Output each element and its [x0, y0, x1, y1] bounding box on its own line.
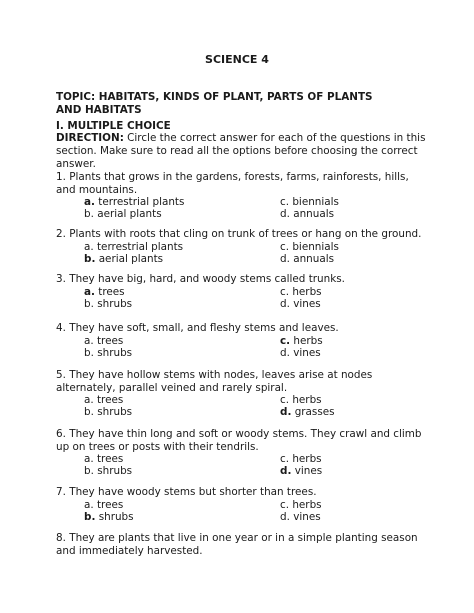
option-text: trees: [93, 498, 124, 511]
option-a[interactable]: [84, 394, 123, 406]
option-a[interactable]: [84, 499, 123, 511]
option-letter: a.: [84, 240, 94, 253]
option-d[interactable]: [280, 298, 321, 310]
option-a[interactable]: [84, 453, 123, 465]
option-text: herbs: [289, 498, 322, 511]
option-b[interactable]: [84, 511, 134, 523]
option-d[interactable]: [280, 511, 321, 523]
option-letter: b.: [84, 208, 94, 221]
option-text: grasses: [291, 406, 335, 419]
direction-label: DIRECTION:: [56, 132, 124, 144]
option-letter: c.: [280, 285, 290, 298]
option-letter: c.: [280, 453, 290, 466]
option-c[interactable]: [280, 499, 322, 511]
topic-heading: TOPIC: HABITATS, KINDS OF PLANT, PARTS OF PLANTS AND HABITATS: [56, 91, 373, 116]
option-text: terrestrial plants: [93, 240, 184, 253]
question-7: [56, 486, 426, 524]
option-b[interactable]: [84, 347, 132, 359]
option-text: herbs: [289, 453, 322, 466]
answer-options: [56, 241, 426, 266]
option-a[interactable]: [84, 335, 123, 347]
answer-options: [56, 394, 426, 419]
option-letter: b.: [84, 406, 94, 419]
option-letter: d.: [280, 510, 290, 523]
question-stem: 3. They have big, hard, and woody stems called trunks.: [56, 273, 345, 285]
option-letter: a.: [84, 453, 94, 466]
question-stem: 6. They have thin long and soft or woody stems. They crawl and climb up on trees or posts with their tendrils.: [56, 428, 422, 453]
option-c[interactable]: [280, 196, 339, 208]
option-letter: c.: [280, 240, 290, 253]
question-3: [56, 273, 426, 311]
option-letter: c.: [280, 334, 291, 347]
option-letter: a.: [84, 394, 94, 407]
option-letter: a.: [84, 334, 94, 347]
direction-body: Circle the correct answer for each of the questions in this section. Make sure to read all the options before choosing the correct answer.: [56, 132, 426, 170]
option-text: vines: [289, 510, 321, 523]
option-text: herbs: [290, 334, 323, 347]
option-a[interactable]: [84, 196, 184, 208]
option-text: trees: [93, 394, 124, 407]
option-text: biennials: [289, 240, 339, 253]
option-letter: d.: [280, 465, 292, 478]
option-letter: d.: [280, 297, 290, 310]
option-letter: b.: [84, 297, 94, 310]
option-letter: d.: [280, 406, 292, 419]
option-letter: d.: [280, 346, 290, 359]
option-text: terrestrial plants: [94, 196, 185, 209]
option-text: herbs: [289, 394, 322, 407]
option-text: biennials: [289, 196, 339, 209]
question-stem: 2. Plants with roots that cling on trunk of trees or hang on the ground.: [56, 228, 422, 240]
page-title: SCIENCE 4: [205, 53, 269, 66]
option-letter: b.: [84, 252, 96, 265]
option-text: aerial plants: [95, 252, 164, 265]
option-text: shrubs: [95, 510, 134, 523]
option-d[interactable]: [280, 208, 334, 220]
answer-options: [56, 196, 426, 221]
question-2: [56, 228, 426, 266]
question-stem: 1. Plants that grows in the gardens, forests, farms, rainforests, hills, and mountains.: [56, 171, 409, 196]
option-letter: a.: [84, 285, 95, 298]
answer-options: [56, 453, 426, 478]
answer-options: [56, 286, 426, 311]
question-stem: 5. They have hollow stems with nodes, leaves arise at nodes alternately, parallel veined and rarely spiral.: [56, 369, 373, 394]
option-letter: b.: [84, 510, 96, 523]
option-d[interactable]: [280, 406, 335, 418]
option-d[interactable]: [280, 347, 321, 359]
option-text: shrubs: [93, 406, 133, 419]
option-c[interactable]: [280, 394, 322, 406]
option-letter: a.: [84, 196, 95, 209]
option-text: vines: [291, 465, 323, 478]
option-letter: c.: [280, 394, 290, 407]
option-b[interactable]: [84, 465, 132, 477]
option-b[interactable]: [84, 208, 162, 220]
option-b[interactable]: [84, 253, 163, 265]
option-a[interactable]: [84, 241, 183, 253]
option-letter: a.: [84, 498, 94, 511]
option-b[interactable]: [84, 406, 132, 418]
option-text: shrubs: [93, 297, 133, 310]
option-d[interactable]: [280, 253, 334, 265]
question-stem: 4. They have soft, small, and fleshy stems and leaves.: [56, 322, 339, 334]
option-b[interactable]: [84, 298, 132, 310]
option-letter: b.: [84, 346, 94, 359]
option-text: aerial plants: [93, 208, 162, 221]
question-4: [56, 322, 426, 360]
answer-options: [56, 499, 426, 524]
option-c[interactable]: [280, 335, 323, 347]
option-text: vines: [289, 297, 321, 310]
option-letter: d.: [280, 208, 290, 221]
option-text: vines: [289, 346, 321, 359]
option-letter: d.: [280, 252, 290, 265]
section-heading: I. MULTIPLE CHOICE: [56, 120, 171, 132]
question-stem: 8. They are plants that live in one year or in a simple planting season and immediately harvested.: [56, 532, 418, 557]
option-c[interactable]: [280, 286, 322, 298]
option-text: shrubs: [93, 465, 133, 478]
option-d[interactable]: [280, 465, 322, 477]
option-letter: c.: [280, 498, 290, 511]
option-text: trees: [94, 285, 125, 298]
question-6: [56, 428, 426, 478]
question-8: [56, 532, 426, 557]
question-5: [56, 369, 426, 419]
question-1: [56, 171, 426, 221]
option-text: shrubs: [93, 346, 133, 359]
option-text: herbs: [289, 285, 322, 298]
option-letter: c.: [280, 196, 290, 209]
option-letter: b.: [84, 465, 94, 478]
option-c[interactable]: [280, 241, 339, 253]
option-text: trees: [93, 453, 124, 466]
direction-text: [56, 132, 426, 170]
answer-options: [56, 335, 426, 360]
option-text: annuals: [289, 208, 335, 221]
option-c[interactable]: [280, 453, 322, 465]
question-stem: 7. They have woody stems but shorter than trees.: [56, 486, 317, 498]
option-text: trees: [93, 334, 124, 347]
option-a[interactable]: [84, 286, 125, 298]
option-text: annuals: [289, 252, 335, 265]
